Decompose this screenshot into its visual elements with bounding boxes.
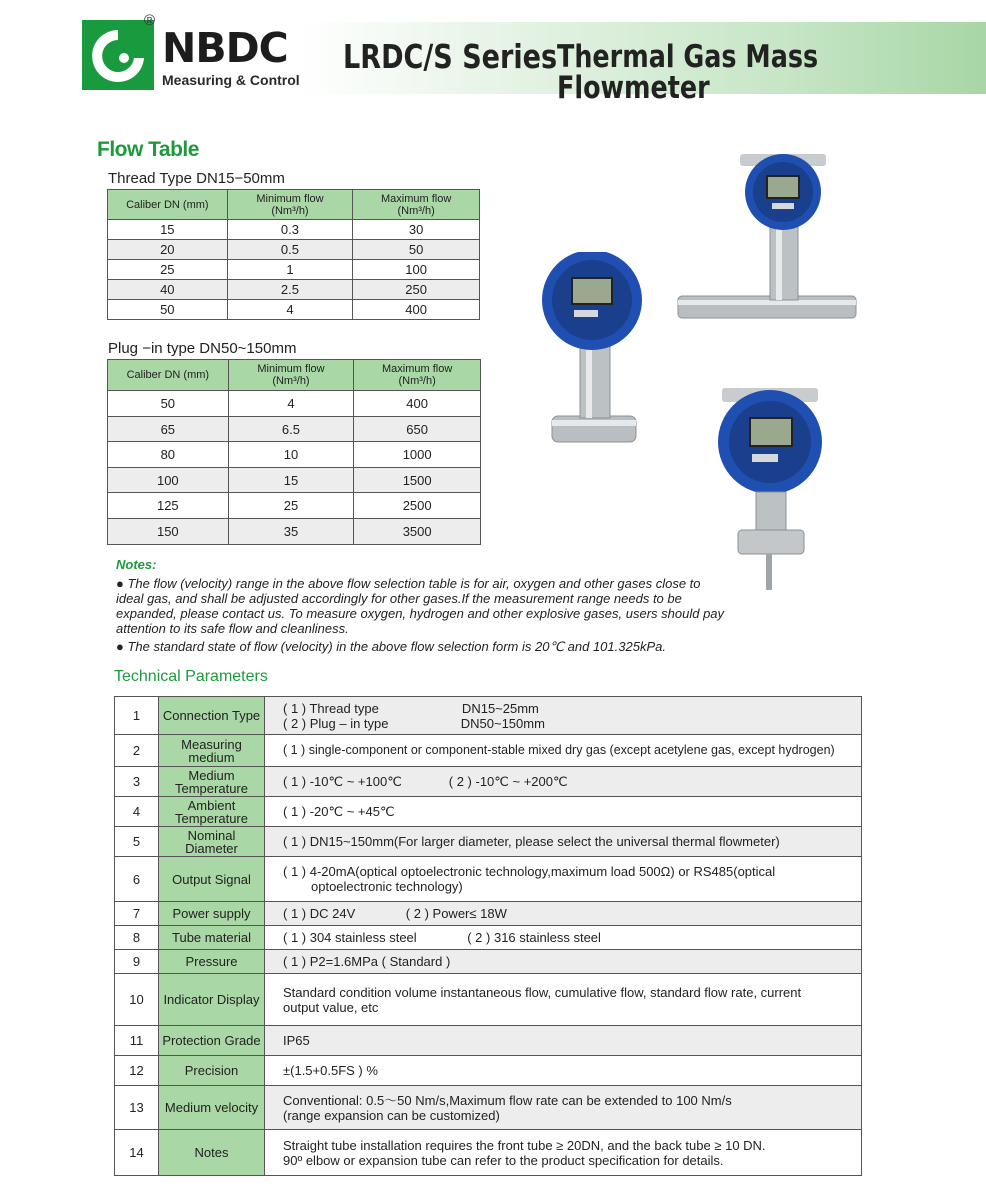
table-row: 9 Pressure ( 1 ) P2=1.6MPa ( Standard ): [115, 950, 862, 974]
table-row: 7 Power supply ( 1 ) DC 24V ( 2 ) Power≤ 18W: [115, 902, 862, 926]
table-row: 5 Nominal Diameter ( 1 ) DN15~150mm(For larger diameter, please select the universal thermal flowmeter): [115, 827, 862, 857]
table-row: 25 1 100: [108, 260, 480, 280]
table-row: 50 4 400: [108, 391, 481, 417]
table-row: 20 0.5 50: [108, 240, 480, 260]
table-row: 50 4 400: [108, 300, 480, 320]
table-row: 65 6.5 650: [108, 417, 481, 442]
registered-mark: ®: [144, 12, 156, 29]
series-title: LRDC/S Series: [343, 37, 558, 76]
table-row: 12 Precision ±(1.5+0.5FS ) %: [115, 1056, 862, 1086]
brand-subtitle: Measuring & Control: [162, 72, 300, 88]
header-caliber: Caliber DN (mm): [108, 360, 229, 391]
tech-params-table: [114, 696, 862, 1176]
brand-name: NBDC: [162, 24, 288, 72]
header-max-flow: Maximum flow (Nm³/h): [354, 360, 481, 391]
thread-flowmeter-large-image: [676, 150, 858, 322]
plugin-type-table: [107, 359, 481, 545]
thread-type-table: [107, 189, 480, 320]
table-row: 1 Connection Type ( 1 ) Thread type DN15~25mm ( 2 ) Plug – in type DN50~150mm: [115, 697, 862, 735]
table-row: 10 Indicator Display Standard condition volume instantaneous flow, cumulative flow, standard flow rate, current output value, etc: [115, 974, 862, 1026]
table-row: 3 Medium Temperature ( 1 ) -10℃ ~ +100℃ ( 2 ) -10℃ ~ +200℃: [115, 767, 862, 797]
table-header-row: [108, 190, 480, 220]
table-row: 40 2.5 250: [108, 280, 480, 300]
plugin-flowmeter-image: [708, 388, 832, 592]
header-max-flow: Maximum flow (Nm³/h): [353, 190, 480, 220]
notes-title: Notes:: [116, 557, 157, 572]
table-row: 100 15 1500: [108, 468, 481, 493]
table-row: 125 25 2500: [108, 493, 481, 519]
header-min-flow: Minimum flow (Nm³/h): [228, 360, 354, 391]
header-caliber: Caliber DN (mm): [108, 190, 228, 220]
flow-table-title: Flow Table: [97, 138, 199, 161]
tech-params-title: Technical Parameters: [114, 668, 268, 685]
note-item: ● The standard state of flow (velocity) in the above flow selection form is 20℃ and 101.325kPa.: [116, 639, 666, 654]
table-row: 80 10 1000: [108, 442, 481, 468]
table-row: 11 Protection Grade IP65: [115, 1026, 862, 1056]
table-row: 13 Medium velocity Conventional: 0.5～50 Nm/s,Maximum flow rate can be extended to 100 Nm/s (range expansion can be customized): [115, 1086, 862, 1130]
table-row: 150 35 3500: [108, 519, 481, 545]
header-min-flow: Minimum flow (Nm³/h): [227, 190, 353, 220]
note-item: ● The flow (velocity) range in the above flow selection table is for air, oxygen and other gases close to ideal gas, and shall be adjusted accordingly for other gases.If the measurement range needs to be expanded, please contact us. To measure oxygen, hydrogen and other explosive gases, users should pay attention to its safe flow and cleanliness.: [116, 576, 725, 636]
plugin-type-subtitle: Plug −in type DN50~150mm: [108, 340, 297, 357]
table-row: 8 Tube material ( 1 ) 304 stainless steel ( 2 ) 316 stainless steel: [115, 926, 862, 950]
product-title: Thermal Gas Mass Flowmeter: [557, 39, 819, 106]
thread-flowmeter-small-image: [540, 252, 650, 448]
table-header-row: [108, 360, 481, 391]
table-row: 15 0.3 30: [108, 220, 480, 240]
table-row: 6 Output Signal ( 1 ) 4-20mA(optical optoelectronic technology,maximum load 500Ω) or RS485(optical optoelectronic technology): [115, 857, 862, 902]
thread-type-subtitle: Thread Type DN15−50mm: [108, 170, 285, 187]
table-row: 4 Ambient Temperature ( 1 ) -20℃ ~ +45℃: [115, 797, 862, 827]
table-row: 2 Measuring medium ( 1 ) single-component or component-stable mixed dry gas (except acetylene gas, except hydrogen): [115, 735, 862, 767]
table-row: 14 Notes Straight tube installation requires the front tube ≥ 20DN, and the back tube ≥ 10 DN. 90º elbow or expansion tube can refer to the product specification for details.: [115, 1130, 862, 1176]
